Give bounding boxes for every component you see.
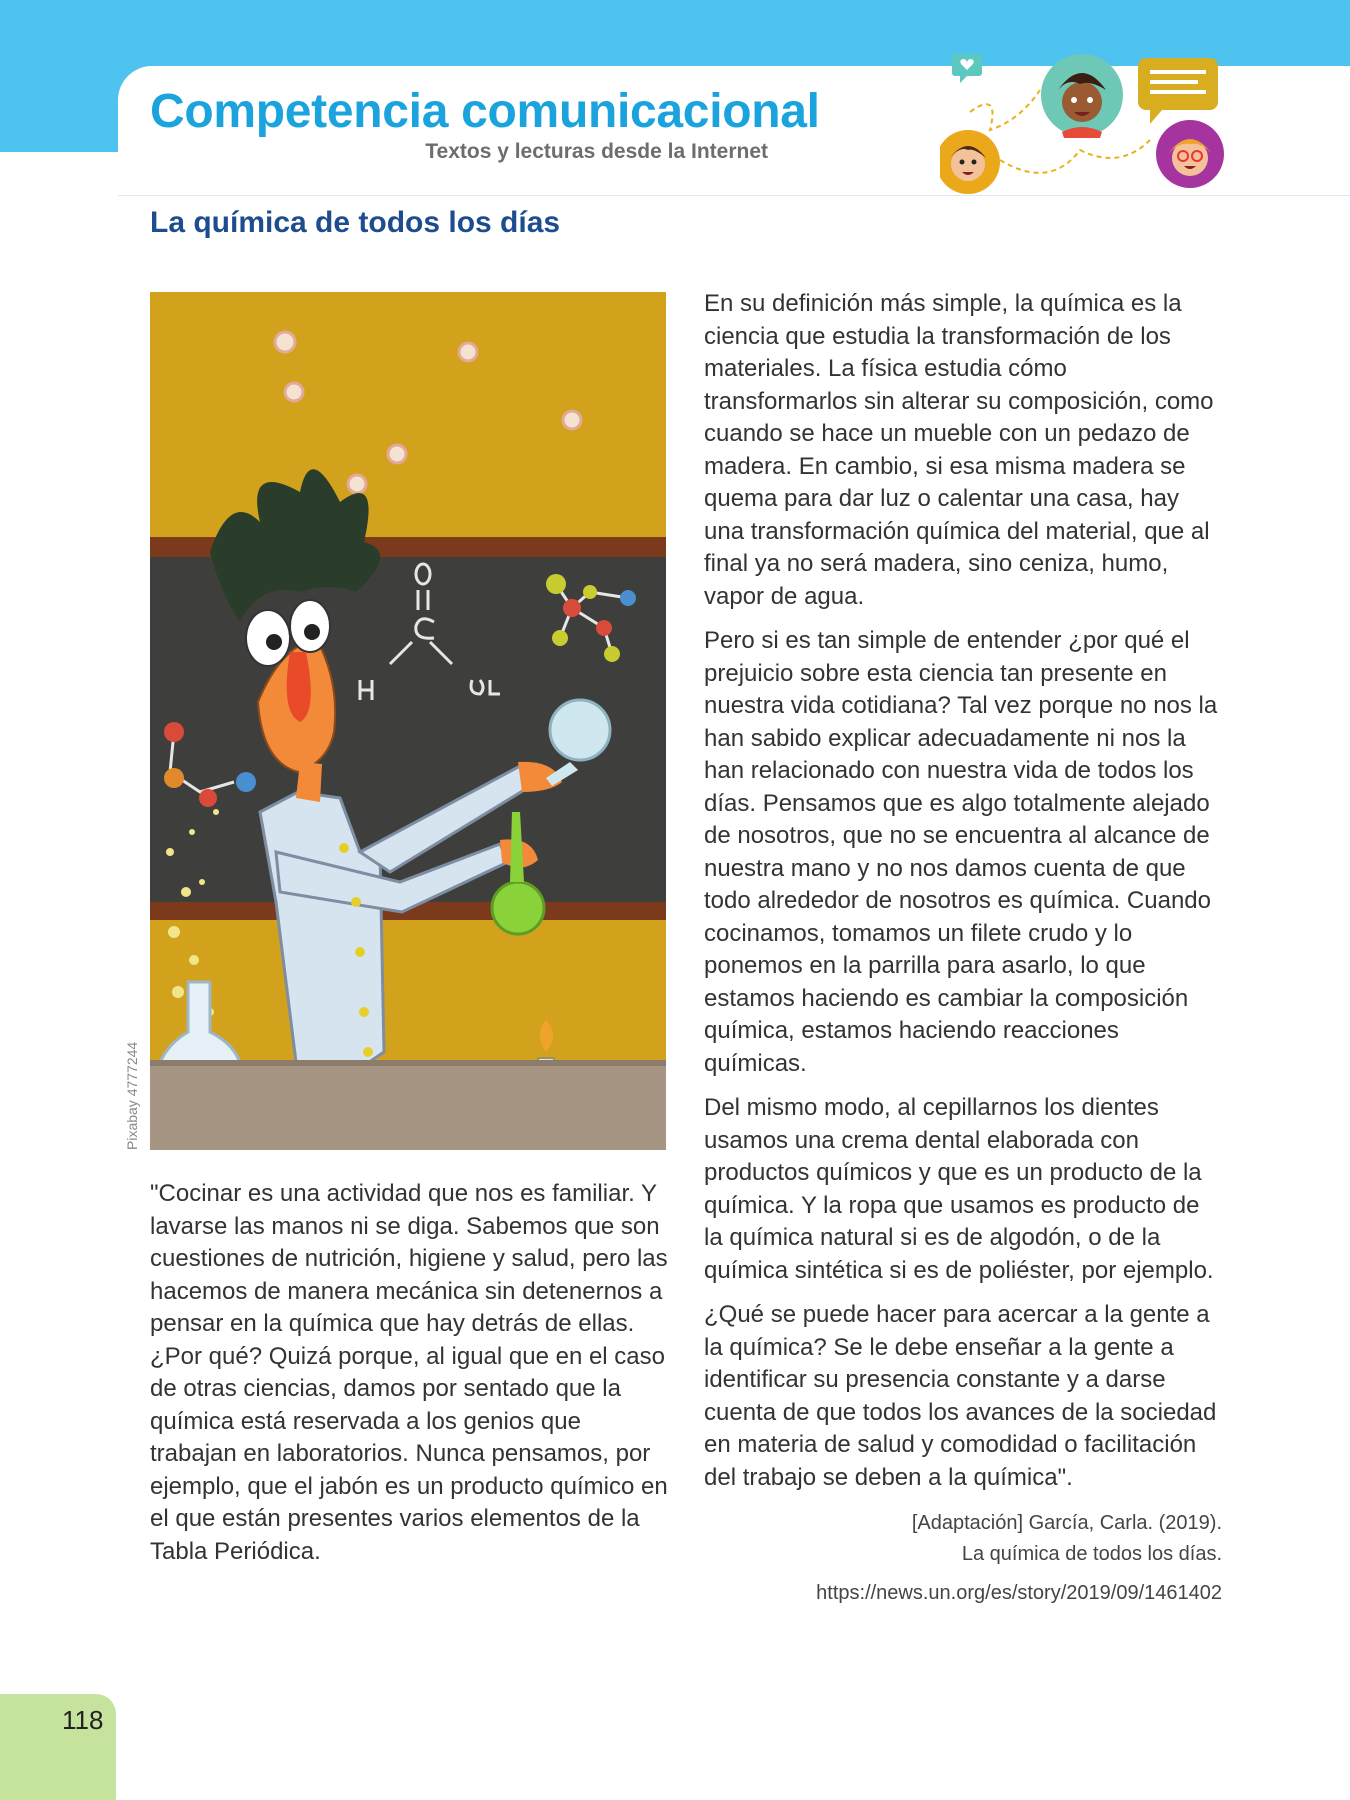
section-title: La química de todos los días	[150, 206, 561, 239]
boy-avatar	[1041, 54, 1123, 138]
photo-credit: Pixabay 4777244	[124, 1041, 140, 1150]
paragraph: Pero si es tan simple de entender ¿por qué el prejuicio sobre esta ciencia tan presente en nuestra vida cotidiana? Tal vez porque no nos la han sabido explicar adecuadamente ni nos la han relacionado con nuestra vida de todos los días. Pensamos que es algo totalmente alejado de nosotros, que no se encuentra al alcance de nuestra mano y no nos damos cuenta de que todo alrededor de nosotros es química. Cuando cocinamos, tomamos un filete crudo y lo ponemos en la parrilla para asarlo, lo que estamos haciendo es cambiar la composición química, estamos haciendo reacciones químicas.	[704, 627, 1218, 1077]
boy-avatar-2	[940, 130, 1000, 194]
girl-avatar	[1156, 120, 1224, 188]
page-number: 118	[62, 1705, 104, 1735]
right-column	[704, 288, 1224, 1506]
citation-title: La química de todos los días.	[961, 1543, 1222, 1565]
left-column-text: "Cocinar es una actividad que nos es familiar. Y lavarse las manos ni se diga. Sabemos que son cuestiones de nutrición, higiene y salud, pero las hacemos de manera mecánica sin detenernos a pensar en la química que hay detrás de ellas. ¿Por qué? Quizá porque, al igual que en el caso de otras ciencias, damos por sentado que la química está reservada a los genios que trabajan en laboratorios. Nunca pensamos, por ejemplo, que el jabón es un producto químico en el que están presentes varios elementos de la Tabla Periódica.	[150, 1180, 668, 1565]
chat-bubble-icon	[1138, 58, 1218, 124]
chemist-illustration	[150, 292, 666, 1150]
heart-bubble-icon	[952, 54, 982, 83]
kids-chat-illustration	[940, 50, 1240, 200]
paragraph: Del mismo modo, al cepillarnos los dientes usamos una crema dental elaborada con productos químicos y que es un producto de la química. Y la ropa que usamos es producto de la química natural si es de algodón, o de la química sintética si es de poliéster, por ejemplo.	[704, 1094, 1214, 1284]
citation-author: [Adaptación] García, Carla. (2019).	[911, 1512, 1222, 1534]
paragraph: ¿Qué se puede hacer para acercar a la gente a la química? Se le debe enseñar a la gente a identificar su presencia constante y a darse cuenta de que todos los avances de la sociedad en materia de salud y comodidad o facilitación del trabajo se deben a la química".	[704, 1301, 1217, 1491]
page-title: Competencia comunicacional	[150, 85, 820, 138]
paragraph: En su definición más simple, la química es la ciencia que estudia la transformación de los materiales. La física estudia cómo transformarlos sin alterar su composición, como cuando se hace un mueble con un pedazo de madera. En cambio, si esa misma madera se quema para dar luz o calentar una casa, hay una transformación química del material, que al final ya no será madera, sino ceniza, humo, vapor de agua.	[704, 290, 1214, 610]
page-subtitle: Textos y lecturas desde la Internet	[425, 140, 768, 163]
citation-url[interactable]: https://news.un.org/es/story/2019/09/1461402	[816, 1582, 1222, 1604]
